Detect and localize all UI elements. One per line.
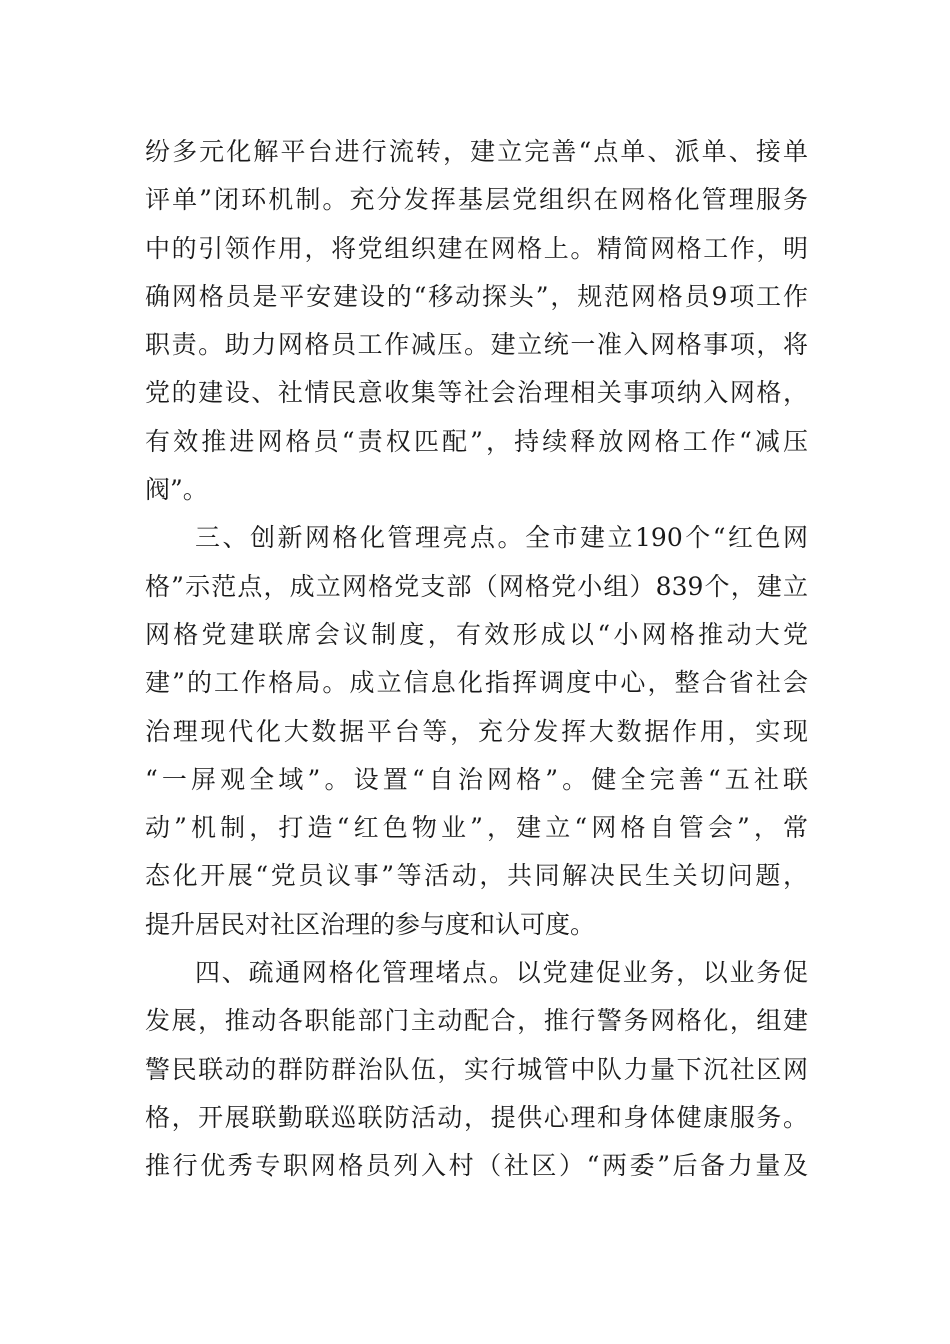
text-line: 阀”。 xyxy=(145,475,208,505)
document-body xyxy=(145,128,808,1191)
text-line: 党的建设、社情民意收集等社会治理相关事项纳入网格， xyxy=(145,378,808,408)
text-line: 格，开展联勤联巡联防活动，提供心理和身体健康服务。 xyxy=(145,1102,808,1132)
text-line: 有效推进网格员“责权匹配”，持续释放网格工作“减压 xyxy=(145,426,808,456)
text-line: 三、创新网格化管理亮点。全市建立190个“红色网 xyxy=(195,523,808,553)
text-line: 建”的工作格局。成立信息化指挥调度中心，整合省社会 xyxy=(145,668,808,698)
text-line: 警民联动的群防群治队伍，实行城管中队力量下沉社区网 xyxy=(145,1054,808,1084)
text-line: 网格党建联席会议制度，有效形成以“小网格推动大党 xyxy=(145,619,808,649)
text-line: 评单”闭环机制。充分发挥基层党组织在网格化管理服务 xyxy=(145,185,808,215)
text-line: 格”示范点，成立网格党支部（网格党小组）839个，建立 xyxy=(145,571,808,601)
text-line: 四、疏通网格化管理堵点。以党建促业务，以业务促 xyxy=(195,958,808,988)
text-line: 治理现代化大数据平台等，充分发挥大数据作用，实现 xyxy=(145,716,808,746)
text-line: 纷多元化解平台进行流转，建立完善“点单、派单、接单 xyxy=(145,137,808,166)
text-line: “一屏观全域”。设置“自治网格”。健全完善“五社联 xyxy=(145,764,808,794)
text-line: 确网格员是平安建设的“移动探头”，规范网格员9项工作 xyxy=(145,281,808,311)
text-line: 职责。助力网格员工作减压。建立统一准入网格事项，将 xyxy=(145,330,808,360)
text-line: 推行优秀专职网格员列入村（社区）“两委”后备力量及 xyxy=(145,1151,808,1181)
text-line: 态化开展“党员议事”等活动，共同解决民生关切问题， xyxy=(145,861,808,891)
text-line: 发展，推动各职能部门主动配合，推行警务网格化，组建 xyxy=(145,1006,808,1036)
text-line: 提升居民对社区治理的参与度和认可度。 xyxy=(145,909,596,939)
text-line: 动”机制，打造“红色物业”，建立“网格自管会”，常 xyxy=(145,813,808,843)
text-line: 中的引领作用，将党组织建在网格上。精简网格工作，明 xyxy=(145,233,808,263)
